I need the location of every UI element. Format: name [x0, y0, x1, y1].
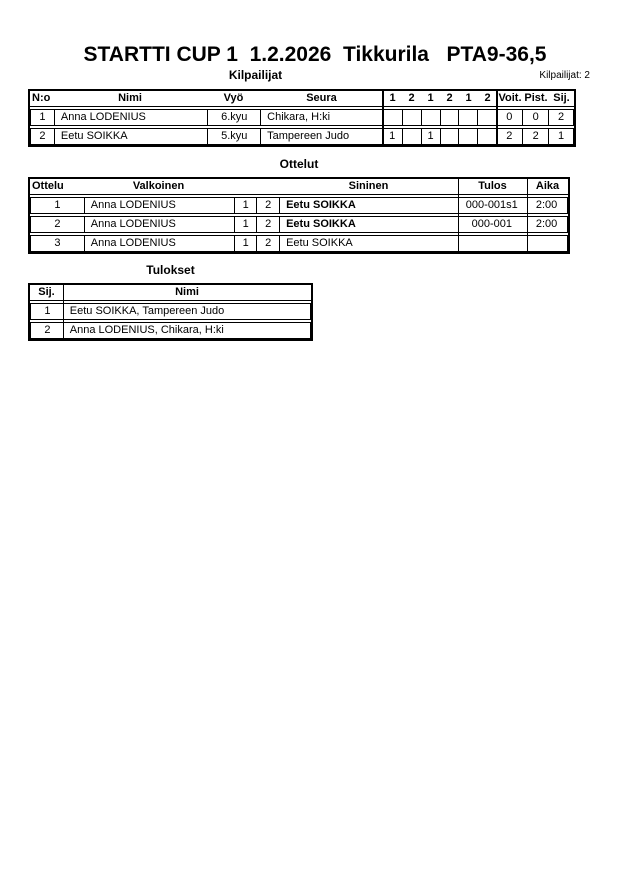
matches-table-divider-tulos — [458, 179, 459, 252]
white-competitor: Anna LODENIUS — [84, 198, 234, 213]
round-cell — [477, 129, 496, 144]
header-round-1: 1 — [389, 92, 396, 104]
header-valkoinen: Valkoinen — [132, 180, 185, 192]
header-voit: Voit. — [498, 92, 522, 104]
white-competitor: Anna LODENIUS — [84, 236, 234, 251]
match-number: 1 — [54, 199, 61, 211]
matches-table — [28, 177, 570, 254]
header-seura: Seura — [306, 92, 337, 104]
competitors-table-divider-rounds — [382, 91, 384, 145]
competitor-club: Tampereen Judo — [260, 129, 383, 144]
blue-competitor: Eetu SOIKKA — [279, 217, 457, 232]
header-sij: Sij. — [38, 286, 55, 298]
competitors-table-divider-stats — [496, 91, 498, 145]
round-cell — [458, 110, 477, 125]
round-cell — [440, 129, 459, 144]
header-pist: Pist. — [524, 92, 548, 104]
competitor-number: 1 — [39, 111, 46, 123]
competitor-row — [30, 109, 574, 126]
white-number: 1 — [234, 198, 256, 213]
header-tulos: Tulos — [478, 180, 507, 192]
header-vyo: Vyö — [223, 92, 244, 104]
match-row — [30, 235, 568, 252]
result-place: 2 — [44, 324, 51, 336]
results-header-row — [30, 285, 311, 301]
blue-competitor: Eetu SOIKKA — [279, 198, 457, 213]
competitor-points: 0 — [522, 110, 548, 125]
competitor-club: Chikara, H:ki — [260, 110, 383, 125]
competitor-name: Anna LODENIUS — [54, 110, 207, 125]
round-cell — [402, 129, 421, 144]
header-no: N:o — [32, 92, 51, 104]
result-row — [30, 303, 311, 320]
round-cell — [421, 110, 440, 125]
competitors-table — [28, 89, 576, 147]
competitor-name: Eetu SOIKKA — [54, 129, 207, 144]
match-number: 3 — [54, 237, 61, 249]
header-round-3: 1 — [427, 92, 434, 104]
header-round-5: 1 — [465, 92, 472, 104]
competitor-place: 1 — [548, 129, 573, 144]
competitor-belt: 5.kyu — [207, 129, 260, 144]
competitor-row — [30, 128, 574, 145]
white-number: 1 — [234, 236, 256, 251]
competitors-header-row — [30, 91, 574, 107]
match-result: 000-001s1 — [465, 199, 518, 211]
header-nimi: Nimi — [118, 92, 142, 104]
match-row — [30, 216, 568, 233]
blue-number: 2 — [256, 236, 279, 251]
result-row — [30, 322, 311, 339]
result-name: Eetu SOIKKA, Tampereen Judo — [69, 305, 225, 317]
header-aika: Aika — [535, 180, 560, 192]
match-number: 2 — [54, 218, 61, 230]
header-sininen: Sininen — [348, 180, 389, 192]
matches-section-title: Ottelut — [279, 157, 319, 171]
result-name: Anna LODENIUS, Chikara, H:ki — [69, 324, 224, 336]
competitor-wins: 2 — [506, 130, 513, 142]
match-result: 000-001 — [471, 218, 512, 230]
round-cell — [477, 110, 496, 125]
competitors-count: Kilpailijat: 2 — [539, 70, 590, 81]
competitor-belt: 6.kyu — [207, 110, 260, 125]
header-round-4: 2 — [446, 92, 453, 104]
competitor-wins: 0 — [506, 111, 513, 123]
match-time — [526, 236, 567, 251]
match-row — [30, 197, 568, 214]
round-cell — [383, 110, 402, 125]
blue-competitor: Eetu SOIKKA — [279, 236, 457, 251]
round-cell — [402, 110, 421, 125]
header-round-6: 2 — [484, 92, 491, 104]
round-cell: 1 — [389, 130, 396, 142]
header-sij: Sij. — [553, 92, 570, 104]
round-cell — [458, 129, 477, 144]
competitors-section-title: Kilpailijat — [228, 68, 283, 82]
white-number: 1 — [234, 217, 256, 232]
match-time: 2:00 — [535, 199, 558, 211]
page-title: STARTTI CUP 1 1.2.2026 Tikkurila PTA9-36,5 — [83, 43, 547, 66]
blue-number: 2 — [256, 198, 279, 213]
competitor-number: 2 — [39, 130, 46, 142]
results-table-divider — [63, 285, 64, 339]
result-place: 1 — [44, 305, 51, 317]
match-result — [457, 236, 526, 251]
matches-header-row — [30, 179, 568, 195]
matches-table-divider-aika — [527, 179, 528, 252]
header-ottelu: Ottelu — [32, 180, 64, 192]
round-cell — [440, 110, 459, 125]
results-table — [28, 283, 313, 341]
results-section-title: Tulokset — [146, 263, 195, 277]
header-round-2: 2 — [408, 92, 415, 104]
match-time: 2:00 — [535, 218, 558, 230]
blue-number: 2 — [256, 217, 279, 232]
header-nimi: Nimi — [175, 286, 199, 298]
competitor-place: 2 — [548, 110, 573, 125]
round-cell: 1 — [421, 129, 440, 144]
competitor-points: 2 — [522, 129, 548, 144]
white-competitor: Anna LODENIUS — [84, 217, 234, 232]
